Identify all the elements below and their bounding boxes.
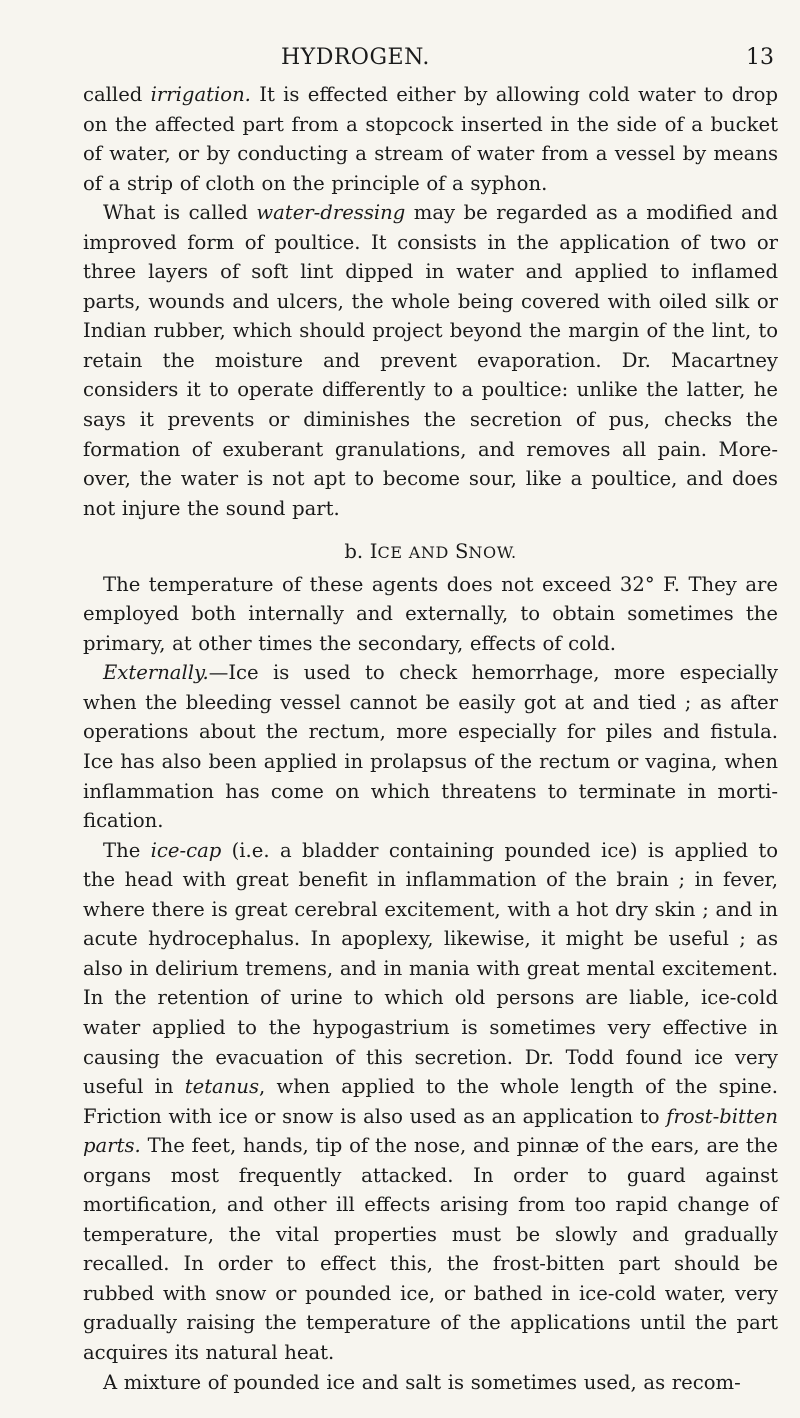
italic-term: water-dressing	[256, 201, 406, 225]
italic-term: Externally.	[103, 661, 209, 685]
heading-small-caps: NOW.	[468, 543, 517, 563]
text-run: may be regarded as a modified and improved form of poultice. It consists in the application of two or three layers of soft lint dipped in water and applied to inflamed parts, wounds and ulcers, the whole being covered with oiled silk or Indian rubber, which should project beyond the margin of the lint, to retain the moisture and prevent evaporation. Dr. Macartney considers it to operate differently to a poultice: unlike the latter, he says it prevents or diminishes the secretion of pus, checks the formation of exuberant granulations, and removes all pain. More-over, the water is not apt to become sour, like a poultice, and does not injure the sound part.	[83, 201, 778, 520]
italic-term: tetanus	[184, 1075, 260, 1099]
italic-term: ice-cap	[150, 838, 222, 862]
text-run: (i.e. a bladder containing pounded ice) is applied to the head with great benefit in inflammation of the brain ; in fever, where there is great cerebral excitement, with a hot dry skin ; and in acute hydrocephalus. In apoplexy, likewise, it might be useful ; as also in delirium tremens, and in mania with great mental excitement. In the retention of urine to which old persons are liable, ice-cold water applied to the hypogastrium is sometimes very effective in causing the evacuation of this secretion. Dr. Todd found ice very useful in	[83, 838, 779, 1099]
paragraph-water-dressing	[83, 198, 778, 523]
italic-term: frost-bitten parts.	[83, 1104, 778, 1158]
heading-initial: I	[369, 540, 378, 564]
paragraph-externally	[83, 658, 778, 835]
heading-small-caps: AND	[402, 543, 455, 563]
text-run: The feet, hands, tip of the nose, and pinnæ of the ears, are the organs most frequently attacked. In order to guard against mortification, and other ill effects arising from too rapid change of temperature, the vital properties must be slowly and gradually recalled. In order to effect this, the frost-bitten part should be rubbed with snow or pounded ice, or bathed in ice-cold water, very gradually raising the temperature of the applications until the part acquires its natural heat.	[83, 1134, 778, 1364]
text-run: , when applied to the whole length of the spine. Friction with ice or snow is also used as an application to	[83, 1075, 778, 1128]
body-text	[83, 80, 778, 1397]
book-page	[83, 0, 778, 1397]
paragraph-mixture: A mixture of pounded ice and salt is sometimes used, as recom-	[103, 1370, 741, 1394]
running-title: HYDROGEN.	[281, 45, 430, 70]
italic-term: irrigation.	[150, 83, 251, 106]
text-run: called	[83, 83, 151, 106]
section-heading	[83, 537, 778, 568]
text-run: —Ice is used to check hemorrhage, more especially when the bleeding vessel cannot be easily got at and tied ; as after operations about the rectum, more especially for piles and fistula. Ice has also been applied in prolapsus of the rectum or vagina, when inflammation has come on which threatens to terminate in morti-fication.	[83, 661, 778, 833]
heading-small-caps: CE	[377, 543, 403, 563]
page-header	[83, 0, 778, 80]
page-number: 13	[746, 45, 774, 70]
text-run: The	[103, 838, 151, 862]
paragraph-temperature: The temperature of these agents does not exceed 32° F. They are employed both internally and externally, to obtain sometimes the primary, at other times the secondary, effects of cold.	[83, 572, 778, 655]
paragraph-ice-cap	[83, 836, 778, 1368]
paragraph-irrigation	[83, 80, 778, 198]
heading-initial: S	[454, 540, 469, 564]
text-run: It is effected either by allowing cold water to drop on the affected part from a stopcock inserted in the side of a bucket of water, or by conducting a stream of water from a vessel by means of a strip of cloth on the principle of a syphon.	[83, 83, 778, 195]
text-run: What is called	[103, 201, 257, 225]
heading-prefix: b.	[344, 540, 370, 564]
